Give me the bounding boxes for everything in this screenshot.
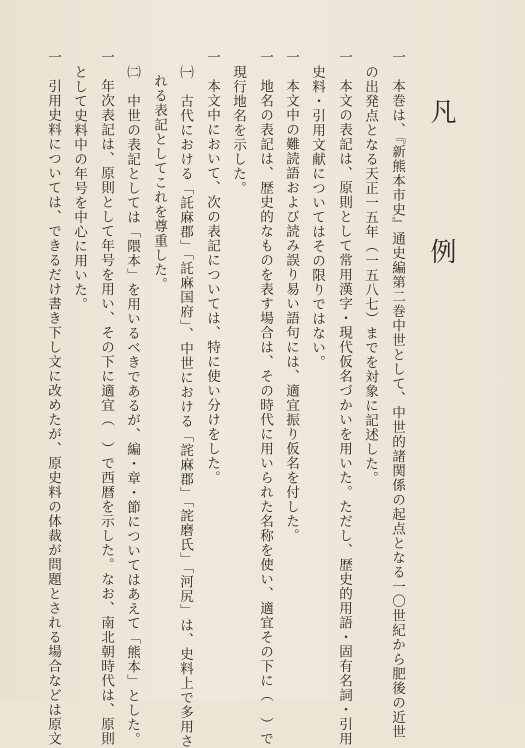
text-column-5: 一 本文中の難読語および読み誤り易い語句には、適宜振り仮名を付した。 <box>283 50 299 543</box>
text-column-10: れる表記としてこれを尊重した。 <box>151 74 167 292</box>
text-column-14: 一 引用史料については、できるだけ書き下し文に改めたが、原史料の体裁が問題とされる場合などは原文 <box>45 50 61 746</box>
page-title: 凡 例 <box>426 98 456 308</box>
text-column-3: 一 本文の表記は、原則として常用漢字・現代仮名づかいを用いた。ただし、歴史的用語・固有名詞・引用 <box>336 50 352 746</box>
text-column-8: 一 本文中において、次の表記については、特に使い分けをした。 <box>204 50 220 485</box>
text-column-12: 一 年次表記は、原則として年号を用い、その下に適宜（ ）で西暦を示した。なお、南北朝時代は、原則 <box>98 50 114 746</box>
text-column-4: 史料・引用文献についてはその限りではない。 <box>309 65 325 370</box>
text-column-6: 一 地名の表記は、歴史的なものを表す場合は、その時代に用いられた名称を使い、適宜その下に（ ）で <box>257 50 273 746</box>
text-column-9: ㈠ 古代における「託麻郡」「託麻国府」、中世における「詫麻郡」「詫磨氏」「河尻」は、史料上で多用さ <box>177 65 193 748</box>
text-column-1: 一 本巻は、『新熊本市史』通史編第二巻中世として、中世的諸関係の起点となる一〇世紀から肥後の近世 <box>389 50 405 740</box>
text-column-11: ㈡ 中世の表記としては「隈本」を用いるべきであるが、編・章・節についてはあえて「熊本」とした。 <box>124 65 140 747</box>
text-column-13: として史料中の年号を中心に用いた。 <box>71 65 87 312</box>
text-column-7: 現行地名を示した。 <box>230 65 246 196</box>
text-column-2: の出発点となる天正一五年（一五八七）までを対象に記述した。 <box>362 65 378 486</box>
